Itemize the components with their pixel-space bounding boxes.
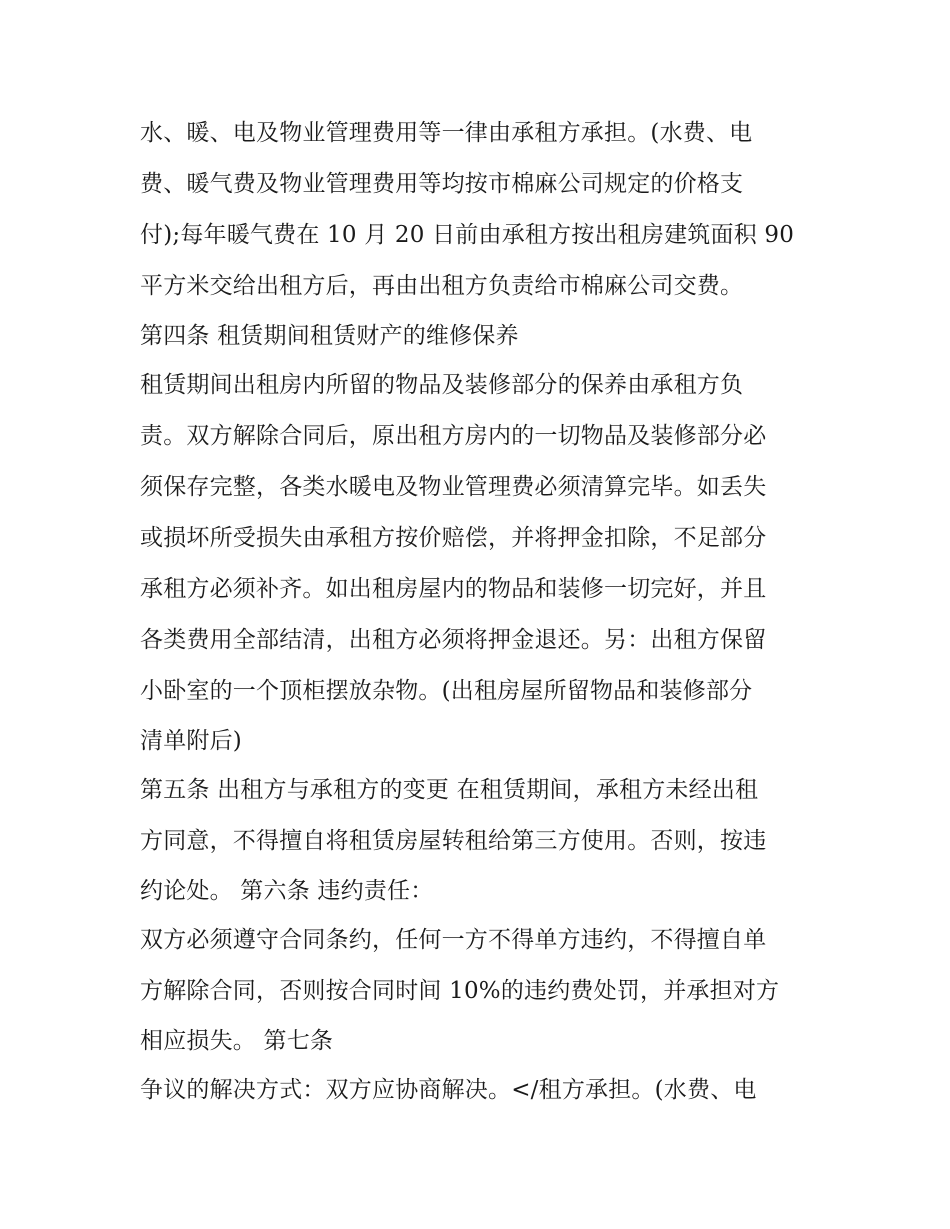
text-line: 付);每年暖气费在 10 月 20 日前由承租方按出租房建筑面积 90 bbox=[140, 222, 795, 248]
text-line: 或损坏所受损失由承租方按价赔偿，并将押金扣除，不足部分 bbox=[140, 525, 767, 551]
document-body bbox=[140, 108, 830, 1116]
text-line: 约论处。 第六条 违约责任： bbox=[140, 878, 434, 904]
text-line: 小卧室的一个顶柜摆放杂物。(出租房屋所留物品和装修部分 bbox=[140, 678, 753, 704]
text-line: 承租方必须补齐。如出租房屋内的物品和装修一切完好，并且 bbox=[140, 576, 767, 602]
text-line: 方同意，不得擅自将租赁房屋转租给第三方使用。否则，按违 bbox=[140, 828, 767, 854]
text-line: 各类费用全部结清，出租方必须将押金退还。另：出租方保留 bbox=[140, 627, 767, 653]
text-line: 第五条 出租方与承租方的变更 在租赁期间，承租方未经出租 bbox=[140, 777, 759, 803]
text-line: 须保存完整，各类水暖电及物业管理费必须清算完毕。如丢失 bbox=[140, 474, 767, 500]
section-heading: 第四条 租赁期间租赁财产的维修保养 bbox=[140, 323, 519, 349]
text-line: 水、暖、电及物业管理费用等一律由承租方承担。(水费、电 bbox=[140, 120, 753, 146]
text-line: 平方米交给出租方后，再由出租方负责给市棉麻公司交费。 bbox=[140, 273, 744, 299]
text-line: 争议的解决方式：双方应协商解决。</租方承担。(水费、电 bbox=[140, 1077, 757, 1103]
text-line: 费、暖气费及物业管理费用等均按市棉麻公司规定的价格支 bbox=[140, 171, 744, 197]
text-line: 相应损失。 第七条 bbox=[140, 1028, 334, 1054]
text-line: 方解除合同，否则按合同时间 10%的违约费处罚，并承担对方 bbox=[140, 978, 780, 1004]
text-line: 租赁期间出租房内所留的物品及装修部分的保养由承租方负 bbox=[140, 372, 744, 398]
text-line: 双方必须遵守合同条约，任何一方不得单方违约，不得擅自单 bbox=[140, 927, 767, 953]
text-line: 责。双方解除合同后，原出租方房内的一切物品及装修部分必 bbox=[140, 423, 767, 449]
text-line: 清单附后) bbox=[140, 728, 242, 754]
